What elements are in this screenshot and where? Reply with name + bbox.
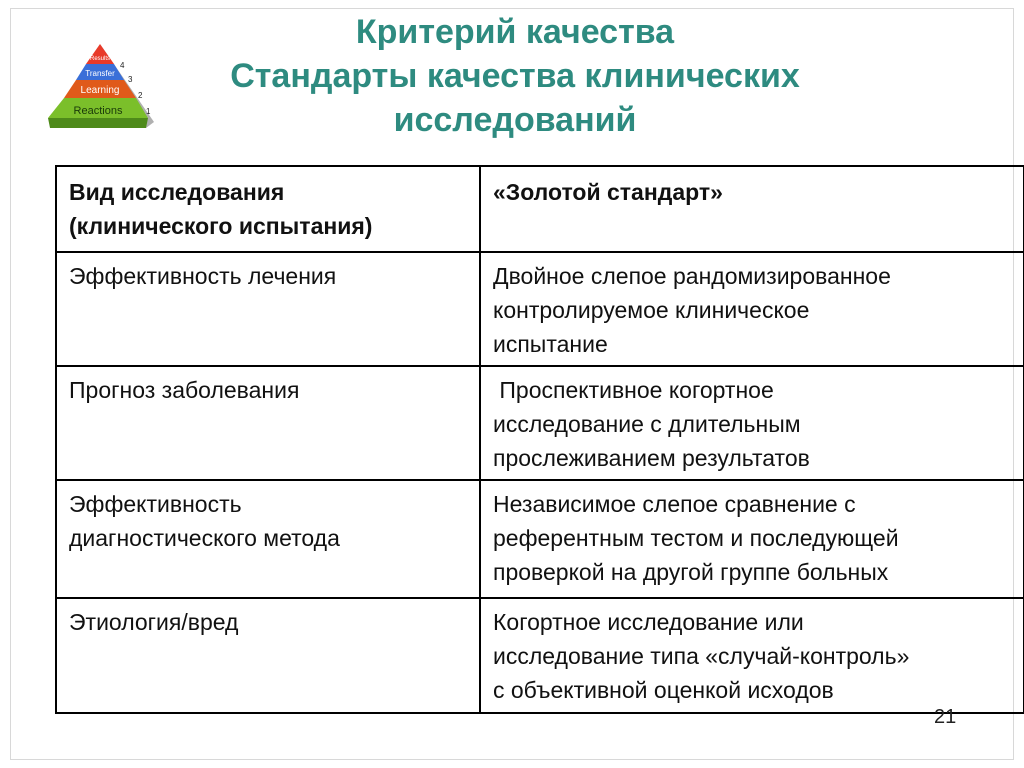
pyramid-side-number-2: 2 xyxy=(138,91,143,100)
cell-text: Прогноз заболевания xyxy=(69,377,300,403)
cell-text: исследование с длительным xyxy=(493,411,801,437)
pyramid-side-number-3: 3 xyxy=(128,75,133,84)
cell-text: Проспективное когортное xyxy=(493,377,774,403)
pyramid-logo xyxy=(42,40,162,135)
title-line-1: Критерий качества xyxy=(355,13,675,51)
cell-text: Когортное исследование или xyxy=(493,609,804,635)
header-cell-study-type xyxy=(56,166,480,252)
table-header-row xyxy=(56,166,1024,252)
pyramid-side-number-1: 1 xyxy=(146,107,151,116)
cell-text: Двойное слепое рандомизированное xyxy=(493,263,891,289)
cell-text: с объективной оценкой исходов xyxy=(493,677,834,703)
table-row xyxy=(56,366,1024,480)
table-row xyxy=(56,598,1024,713)
pyramid-base xyxy=(48,118,148,128)
cell-study-type xyxy=(56,366,480,480)
quality-standards-table xyxy=(55,165,1024,714)
pyramid-label-learning: Learning xyxy=(80,85,120,96)
pyramid-label-reactions: Reactions xyxy=(73,105,123,117)
cell-text: контролируемое клиническое xyxy=(493,297,810,323)
title-line-2: Стандарты качества клинических xyxy=(230,57,800,95)
table-row xyxy=(56,252,1024,366)
header-text: «Золотой стандарт» xyxy=(493,179,723,205)
cell-text: проверкой на другой группе больных xyxy=(493,559,889,585)
cell-text: Независимое слепое сравнение с xyxy=(493,491,856,517)
cell-gold-standard xyxy=(480,366,1024,480)
header-text: Вид исследования xyxy=(69,179,285,205)
cell-text: диагностического метода xyxy=(69,525,340,551)
cell-study-type xyxy=(56,252,480,366)
title-line-3: исследований xyxy=(393,101,637,139)
cell-text: Эффективность лечения xyxy=(69,263,337,289)
pyramid-label-results: Results xyxy=(89,56,111,62)
pyramid-side-number-4: 4 xyxy=(120,61,125,70)
header-cell-gold-standard xyxy=(480,166,1024,252)
cell-gold-standard xyxy=(480,598,1024,713)
cell-study-type xyxy=(56,480,480,598)
kirkpatrick-pyramid-icon xyxy=(42,40,162,135)
cell-text: прослеживанием результатов xyxy=(493,445,810,471)
cell-text: испытание xyxy=(493,331,608,357)
table-row xyxy=(56,480,1024,598)
cell-text: референтным тестом и последующей xyxy=(493,525,899,551)
header-text: (клинического испытания) xyxy=(69,213,373,239)
slide-title xyxy=(170,10,860,142)
cell-text: Этиология/вред xyxy=(69,609,239,635)
page-number: 21 xyxy=(934,706,957,728)
cell-study-type xyxy=(56,598,480,713)
cell-text: исследование типа «случай-контроль» xyxy=(493,643,910,669)
pyramid-label-transfer: Transfer xyxy=(85,69,115,78)
cell-text: Эффективность xyxy=(69,491,242,517)
cell-gold-standard xyxy=(480,480,1024,598)
cell-gold-standard xyxy=(480,252,1024,366)
